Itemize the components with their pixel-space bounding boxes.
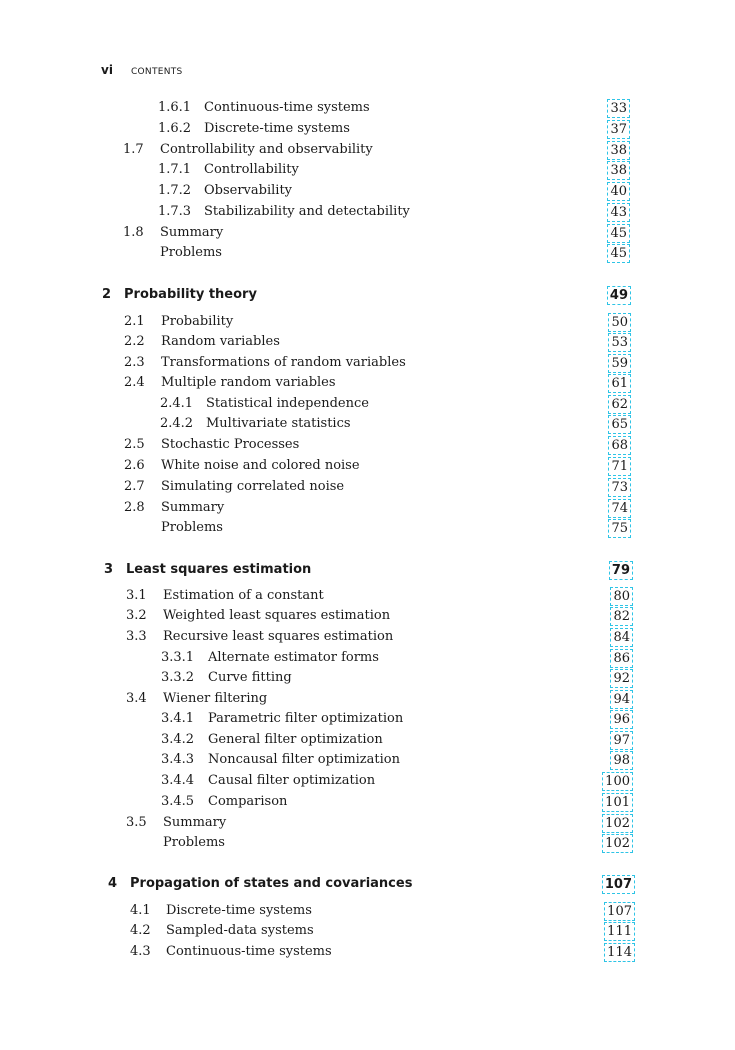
toc-page-link[interactable]: 79 (609, 561, 633, 580)
toc-subsection-entry[interactable] (0, 648, 735, 668)
toc-entry-number: 2.1 (124, 314, 145, 329)
toc-entry-number: 1.6.1 (158, 100, 192, 115)
toc-page-link[interactable]: 49 (607, 286, 631, 305)
toc-entry-number: 3.3 (126, 629, 147, 644)
toc-entry-title: Statistical independence (206, 396, 369, 411)
toc-entry-title: Parametric filter optimization (208, 711, 404, 726)
toc-entry-title: Stochastic Processes (161, 437, 300, 452)
toc-entry-number: 2.4.2 (160, 416, 194, 431)
toc-page-link[interactable]: 107 (602, 875, 635, 894)
toc-entry-number: 3.5 (126, 815, 147, 830)
toc-subsection-entry[interactable] (0, 709, 735, 729)
toc-entry-number: 3.4.5 (161, 794, 195, 809)
toc-entry-number: 2.2 (124, 334, 145, 349)
toc-page-link[interactable]: 71 (608, 457, 631, 476)
toc-page-link[interactable]: 102 (602, 834, 633, 853)
toc-entry-number: 3.1 (126, 588, 147, 603)
toc-entry-number: 1.7.1 (158, 162, 192, 177)
toc-chapter-entry[interactable] (0, 874, 735, 894)
toc-subsection-entry[interactable] (0, 730, 735, 750)
toc-entry-number: 2.6 (124, 458, 145, 473)
toc-entry-number: 3.4.3 (161, 752, 195, 767)
toc-entry-title: Continuous-time systems (204, 100, 370, 115)
toc-entry-title: Probability (161, 314, 234, 329)
toc-entry-number: 3 (104, 562, 114, 577)
toc-entry-title: Weighted least squares estimation (163, 608, 391, 623)
toc-entry-title: Controllability (204, 162, 299, 177)
toc-section-entry[interactable] (0, 901, 735, 921)
toc-section-entry[interactable] (0, 942, 735, 962)
toc-page-link[interactable]: 59 (608, 354, 631, 373)
toc-subsection-entry[interactable] (0, 98, 735, 118)
toc-entry-title: Noncausal filter optimization (208, 752, 400, 767)
toc-entry-title: Recursive least squares estimation (163, 629, 394, 644)
toc-page-link[interactable]: 38 (607, 141, 630, 160)
toc-section-entry[interactable] (0, 627, 735, 647)
toc-page-link[interactable]: 101 (602, 793, 633, 812)
toc-entry-number: 4 (108, 876, 118, 891)
toc-page-link[interactable]: 53 (608, 333, 631, 352)
toc-entry-title: Transformations of random variables (161, 355, 406, 370)
toc-subsection-entry[interactable] (0, 668, 735, 688)
toc-section-entry[interactable] (0, 586, 735, 606)
toc-entry-title: Causal filter optimization (208, 773, 376, 788)
toc-entry-title: Controllability and observability (160, 142, 373, 157)
toc-subsection-entry[interactable] (0, 792, 735, 812)
toc-subsection-entry[interactable] (0, 119, 735, 139)
toc-section-entry[interactable] (0, 518, 735, 538)
toc-entry-number: 4.3 (130, 944, 151, 959)
toc-subsection-entry[interactable] (0, 771, 735, 791)
toc-section-entry[interactable] (0, 223, 735, 243)
toc-section-entry[interactable] (0, 921, 735, 941)
toc-entry-number: 2.8 (124, 500, 145, 515)
toc-entry-number: 1.8 (123, 225, 144, 240)
toc-entry-number: 2 (102, 287, 112, 302)
toc-entry-title: Propagation of states and covariances (130, 876, 413, 891)
toc-entry-number: 3.4.1 (161, 711, 195, 726)
toc-subsection-entry[interactable] (0, 414, 735, 434)
toc-entry-title: Simulating correlated noise (161, 479, 345, 494)
toc-page-link[interactable]: 92 (610, 669, 633, 688)
toc-entry-number: 2.5 (124, 437, 145, 452)
toc-entry-title: Stabilizability and detectability (204, 204, 410, 219)
toc-entry-number: 3.2 (126, 608, 147, 623)
toc-entry-number: 3.4.4 (161, 773, 195, 788)
toc-section-entry[interactable] (0, 353, 735, 373)
toc-section-entry[interactable] (0, 140, 735, 160)
toc-page-link[interactable]: 96 (610, 710, 633, 729)
toc-entry-title: Curve fitting (208, 670, 292, 685)
toc-entry-title: Discrete-time systems (166, 903, 312, 918)
toc-entry-number: 4.1 (130, 903, 151, 918)
toc-entry-number: 2.4.1 (160, 396, 194, 411)
toc-section-entry[interactable] (0, 477, 735, 497)
toc-page-link[interactable]: 45 (607, 224, 630, 243)
toc-section-entry[interactable] (0, 689, 735, 709)
toc-section-entry[interactable] (0, 435, 735, 455)
toc-entry-title: Problems (161, 520, 223, 535)
toc-entry-number: 4.2 (130, 923, 151, 938)
toc-subsection-entry[interactable] (0, 750, 735, 770)
toc-chapter-entry[interactable] (0, 560, 735, 580)
toc-section-entry[interactable] (0, 606, 735, 626)
toc-entry-number: 2.3 (124, 355, 145, 370)
toc-subsection-entry[interactable] (0, 394, 735, 414)
toc-section-entry[interactable] (0, 312, 735, 332)
toc-subsection-entry[interactable] (0, 160, 735, 180)
toc-page-link[interactable]: 114 (604, 943, 635, 962)
toc-entry-number: 3.3.2 (161, 670, 195, 685)
toc-entry-title: Least squares estimation (126, 562, 312, 577)
toc-entry-title: White noise and colored noise (161, 458, 360, 473)
toc-entry-number: 2.4 (124, 375, 145, 390)
toc-entry-title: Comparison (208, 794, 288, 809)
toc-entry-number: 3.4 (126, 691, 147, 706)
toc-page-link[interactable]: 107 (604, 902, 635, 921)
toc-entry-title: General filter optimization (208, 732, 383, 747)
toc-page-link[interactable]: 86 (610, 649, 633, 668)
toc-page-link[interactable]: 74 (608, 499, 631, 518)
toc-chapter-entry[interactable] (0, 285, 735, 305)
toc-page-link[interactable]: 50 (608, 313, 631, 332)
toc-page-link[interactable]: 40 (607, 182, 630, 201)
toc-entry-title: Continuous-time systems (166, 944, 332, 959)
toc-section-entry[interactable] (0, 833, 735, 853)
toc-entry-number: 3.4.2 (161, 732, 195, 747)
toc-page-link[interactable]: 102 (602, 814, 633, 833)
toc-entry-number: 1.7 (123, 142, 144, 157)
toc-page-link[interactable]: 84 (610, 628, 633, 647)
toc-entry-title: Summary (160, 225, 224, 240)
toc-entry-title: Problems (160, 245, 222, 260)
toc-page-link[interactable]: 38 (607, 161, 630, 180)
running-title: CONTENTS (130, 67, 183, 77)
toc-entry-number: 3.3.1 (161, 650, 195, 665)
toc-entry-number: 2.7 (124, 479, 145, 494)
toc-entry-title: Sampled-data systems (166, 923, 314, 938)
toc-section-entry[interactable] (0, 813, 735, 833)
toc-page-link[interactable]: 61 (608, 374, 631, 393)
toc-entry-title: Wiener filtering (163, 691, 268, 706)
toc-subsection-entry[interactable] (0, 181, 735, 201)
toc-page-link[interactable]: 33 (607, 99, 630, 118)
toc-section-entry[interactable] (0, 243, 735, 263)
toc-page-link[interactable]: 97 (610, 731, 633, 750)
toc-page-link[interactable]: 37 (607, 120, 630, 139)
toc-entry-number: 1.6.2 (158, 121, 192, 136)
toc-page-link[interactable]: 65 (608, 415, 631, 434)
page-number: vi (101, 63, 113, 77)
toc-entry-title: Alternate estimator forms (208, 650, 379, 665)
toc-page-link[interactable]: 45 (607, 244, 630, 263)
toc-page-link[interactable]: 82 (610, 607, 633, 626)
toc-entry-title: Summary (163, 815, 227, 830)
toc-page-link[interactable]: 43 (607, 203, 630, 222)
toc-section-entry[interactable] (0, 456, 735, 476)
toc-section-entry[interactable] (0, 498, 735, 518)
toc-page-link[interactable]: 94 (610, 690, 633, 709)
toc-page-link[interactable]: 100 (602, 772, 633, 791)
toc-page-link[interactable]: 98 (610, 751, 633, 770)
toc-subsection-entry[interactable] (0, 202, 735, 222)
toc-entry-title: Estimation of a constant (163, 588, 324, 603)
toc-section-entry[interactable] (0, 332, 735, 352)
toc-entry-title: Random variables (161, 334, 280, 349)
toc-page-link[interactable]: 68 (608, 436, 631, 455)
toc-page-link[interactable]: 111 (604, 922, 635, 941)
toc-entry-number: 1.7.3 (158, 204, 192, 219)
toc-page-link[interactable]: 73 (608, 478, 631, 497)
toc-page-link[interactable]: 62 (608, 395, 631, 414)
toc-entry-title: Observability (204, 183, 293, 198)
toc-entry-title: Multiple random variables (161, 375, 336, 390)
toc-page-link[interactable]: 80 (610, 587, 633, 606)
toc-entry-number: 1.7.2 (158, 183, 192, 198)
toc-entry-title: Probability theory (124, 287, 257, 302)
toc-entry-title: Multivariate statistics (206, 416, 351, 431)
toc-section-entry[interactable] (0, 373, 735, 393)
toc-entry-title: Summary (161, 500, 225, 515)
toc-entry-title: Discrete-time systems (204, 121, 350, 136)
toc-entry-title: Problems (163, 835, 225, 850)
toc-page-link[interactable]: 75 (608, 519, 631, 538)
